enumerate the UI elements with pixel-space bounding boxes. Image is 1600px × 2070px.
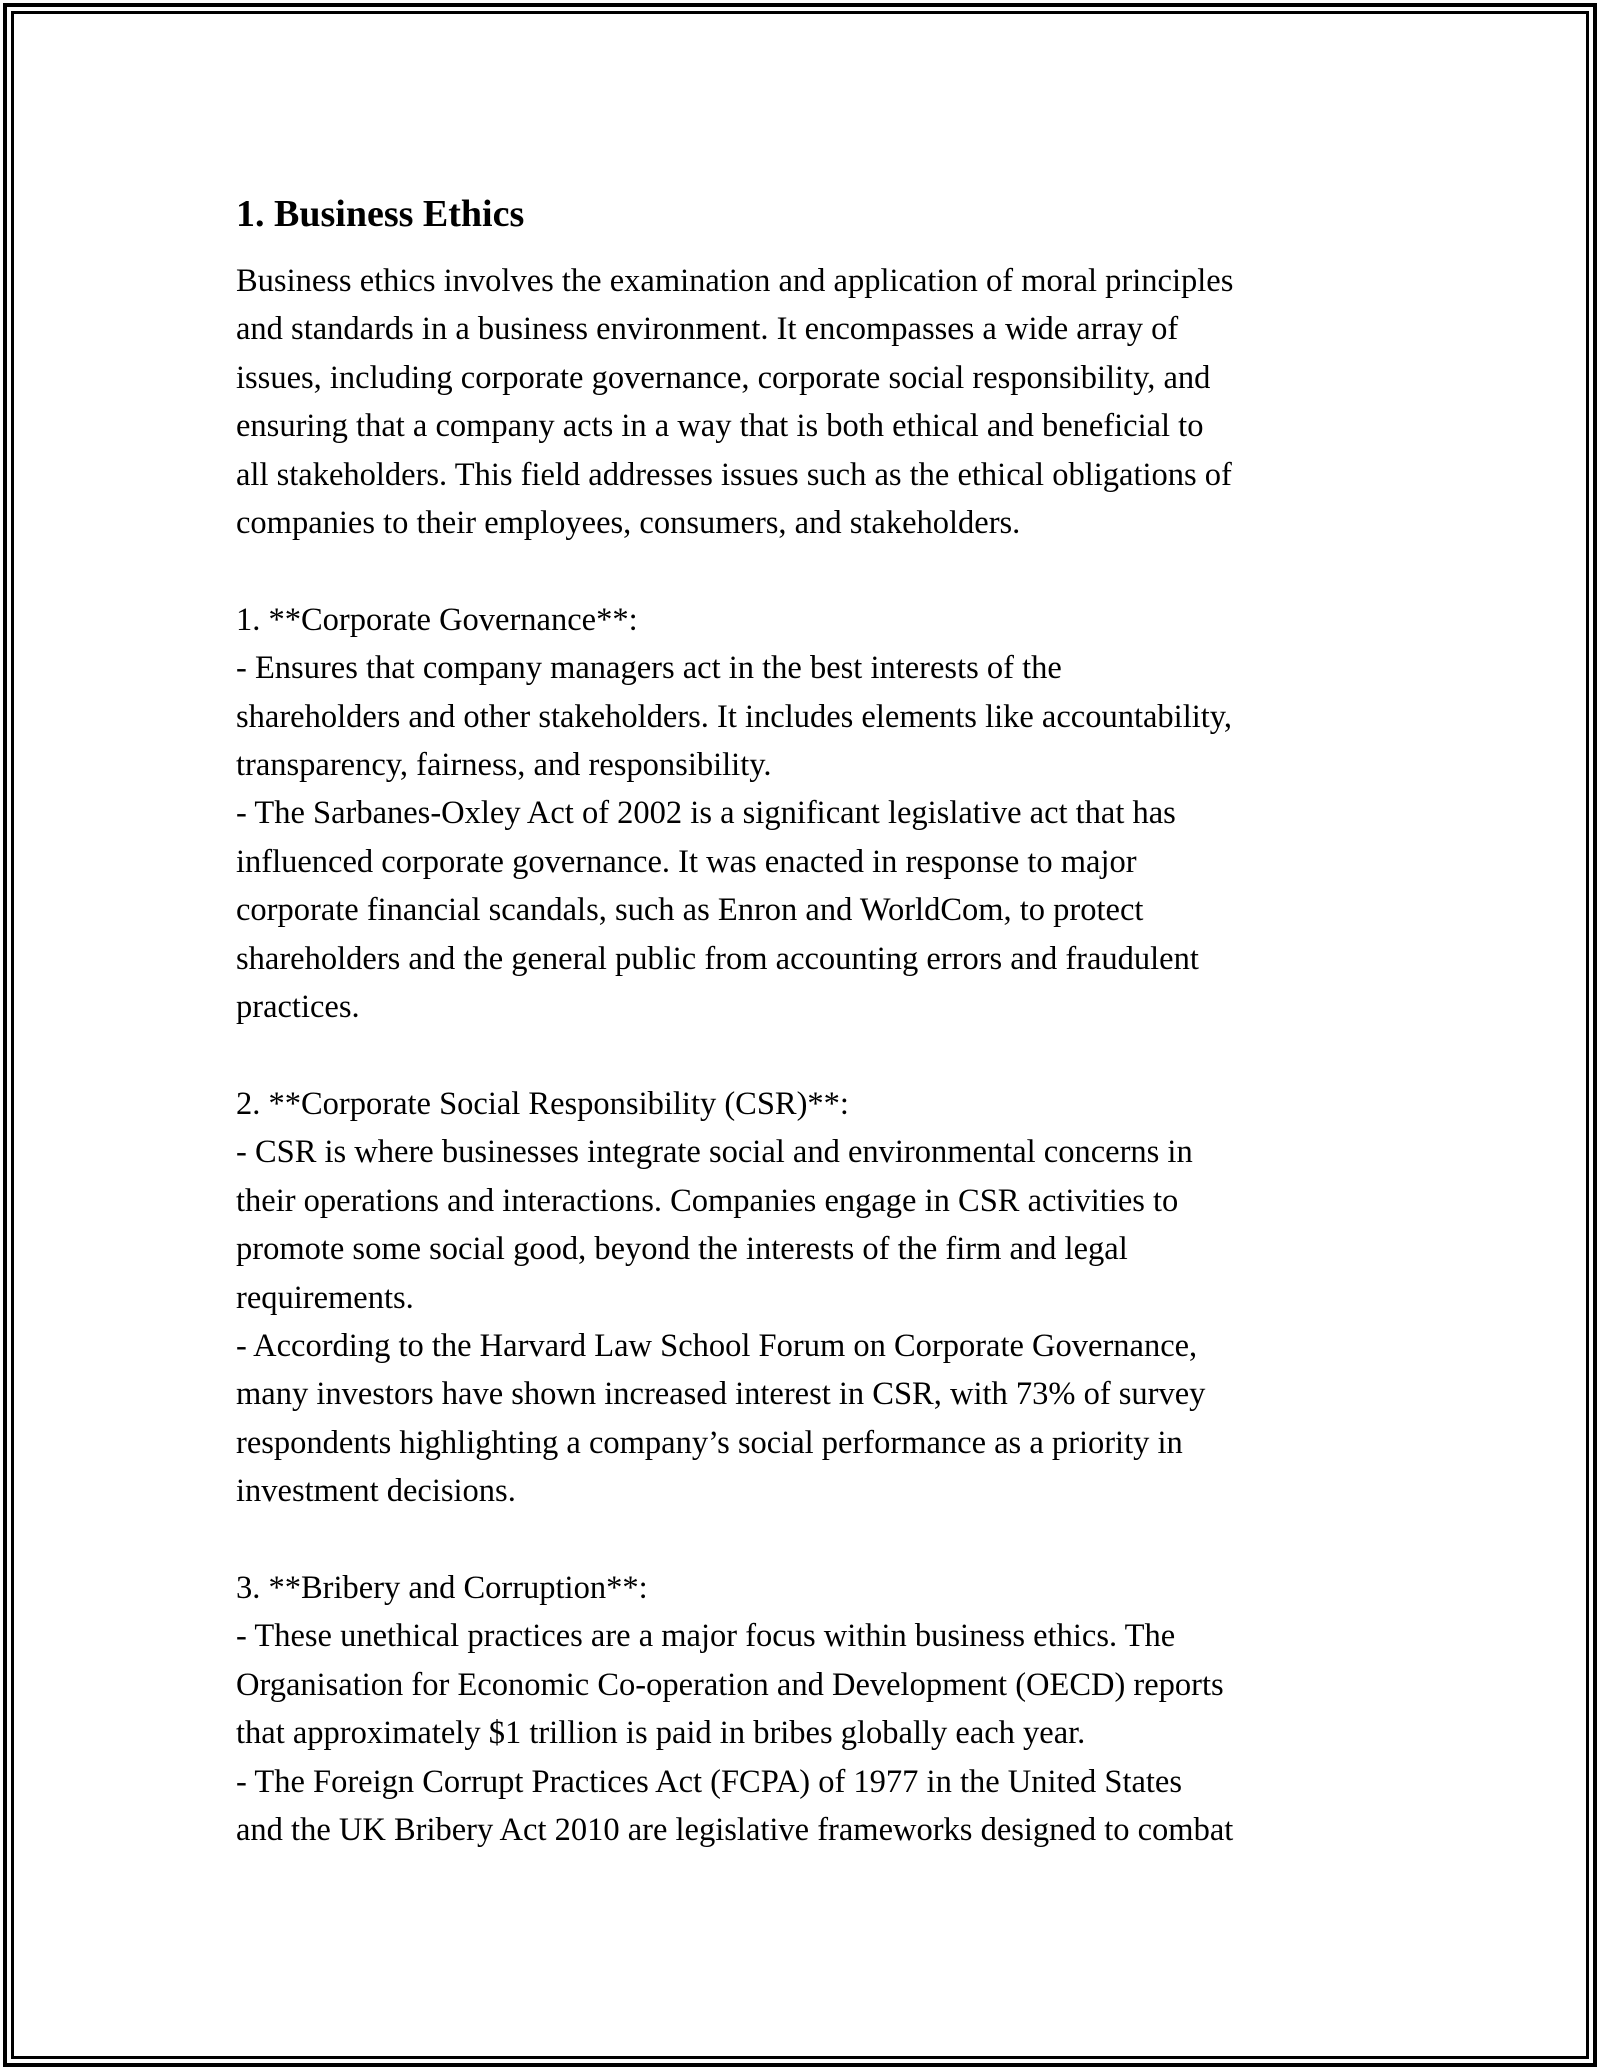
blank-line bbox=[236, 1516, 1376, 1564]
subsection-point: - CSR is where businesses integrate social and environmental concerns in their operations and interactions. Companies engage in CSR activities to promote some social good, beyond the interests of the firm and legal requirements. bbox=[236, 1134, 1193, 1316]
subsection-csr bbox=[236, 1080, 1376, 1516]
subsection-point: - The Foreign Corrupt Practices Act (FCPA) of 1977 in the United States and the UK Bribery Act 2010 are legislative frameworks designed to combat bbox=[236, 1763, 1234, 1848]
subsection-point: - Ensures that company managers act in the best interests of the shareholders and other stakeholders. It includes elements like accountability, transparency, fairness, and responsibility. bbox=[236, 650, 1233, 784]
document-content bbox=[236, 185, 1376, 1854]
section-heading: 1. Business Ethics bbox=[236, 193, 525, 235]
subsection-point: - The Sarbanes-Oxley Act of 2002 is a significant legislative act that has influenced corporate governance. It was enacted in response to major corporate financial scandals, such as Enron and WorldCom, to protect shareholders and the general public from accounting errors and fraudulent practices. bbox=[236, 795, 1199, 1026]
subsection-title: 1. **Corporate Governance**: bbox=[236, 601, 638, 638]
subsection-bribery-corruption bbox=[236, 1564, 1376, 1854]
intro-paragraph: Business ethics involves the examination and application of moral principles and standards in a business environment. It encompasses a wide array of issues, including corporate governance, corporate social responsibility, and ensuring that a company acts in a way that is both ethical and beneficial to all stakeholders. This field addresses issues such as the ethical obligations of companies to their employees, consumers, and stakeholders. bbox=[236, 263, 1234, 542]
subsection-title: 2. **Corporate Social Responsibility (CSR)**: bbox=[236, 1085, 849, 1122]
subsection-title: 3. **Bribery and Corruption**: bbox=[236, 1569, 648, 1606]
subsection-point: - These unethical practices are a major focus within business ethics. The Organisation for Economic Co-operation and Development (OECD) reports that approximately $1 trillion is paid in bribes globally each year. bbox=[236, 1618, 1224, 1752]
subsection-corporate-governance bbox=[236, 596, 1376, 1032]
blank-line bbox=[236, 547, 1376, 595]
blank-line bbox=[236, 1031, 1376, 1079]
subsection-point: - According to the Harvard Law School Forum on Corporate Governance, many investors have shown increased interest in CSR, with 73% of survey respondents highlighting a company’s social performance as a priority in investment decisions. bbox=[236, 1327, 1206, 1510]
